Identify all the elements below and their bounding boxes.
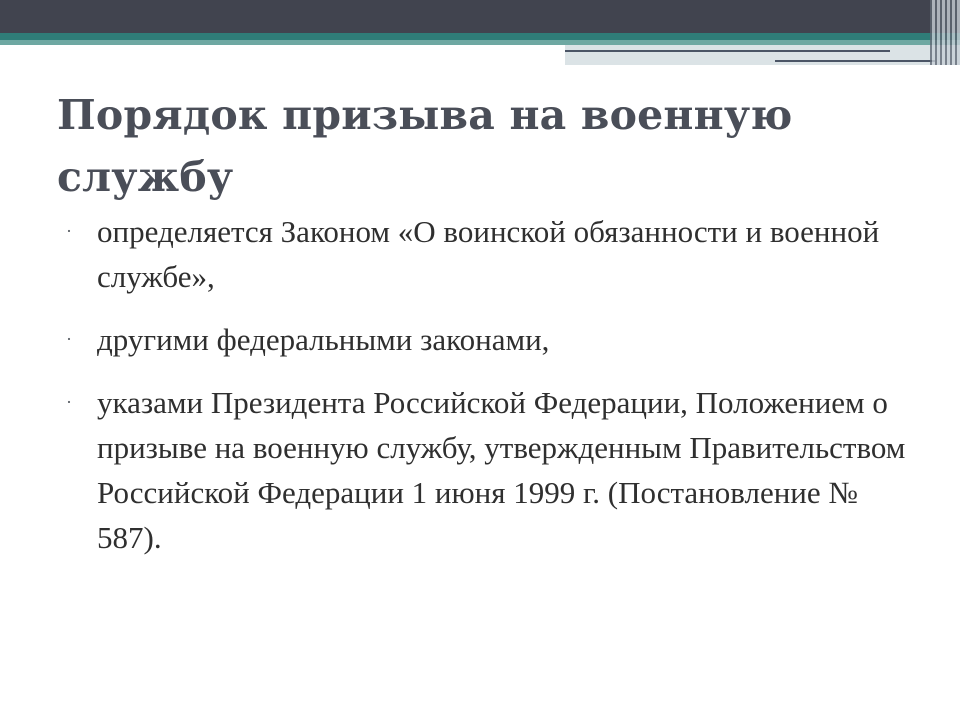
bullet-list [66, 209, 916, 578]
bullet-item [66, 209, 916, 299]
header-band-light [565, 45, 960, 65]
header-rule-1 [565, 50, 890, 52]
header-stripes [930, 0, 960, 65]
header-rule-2 [775, 60, 935, 62]
bullet-icon: · [66, 221, 72, 241]
bullet-item [66, 380, 916, 560]
bullet-icon: · [66, 392, 72, 412]
bullet-icon: · [66, 329, 72, 349]
bullet-text: указами Президента Российской Федерации, Положением о призыве на военную службу, утвержденным Правительством Российской Федерации 1 июня 1999 г. (Постановление № 587). [97, 385, 906, 555]
bullet-text: определяется Законом «О воинской обязанности и военной службе», [97, 214, 880, 294]
bullet-text: другими федеральными законами, [97, 322, 550, 357]
header-band-teal [0, 33, 960, 40]
bullet-item [66, 317, 916, 362]
slide-title: Порядок призыва на военную службу [57, 91, 793, 201]
header-band-dark [0, 0, 960, 33]
